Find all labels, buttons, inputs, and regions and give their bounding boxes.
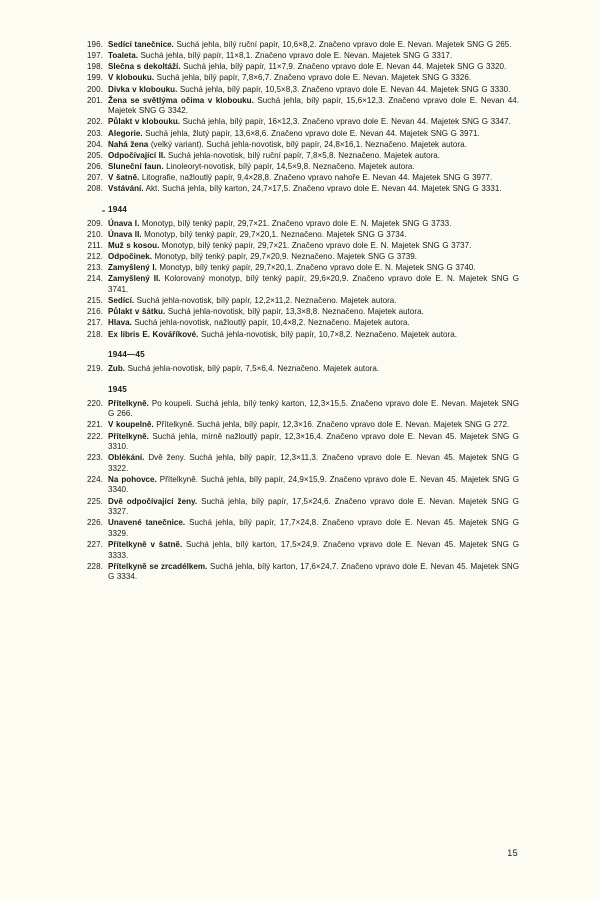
entry-description: Suchá jehla, bílý papír, 15,6×12,3. Značeno vpravo dole E. Nevan 44. Majetek SNG G 3342.	[108, 95, 519, 116]
catalogue-entry	[83, 96, 519, 117]
entry-title: Zamyšlený II.	[108, 274, 161, 284]
entry-description: Monotyp, bílý tenký papír, 29,7×21. Značeno vpravo dole E. N. Majetek SNG G 3733.	[139, 218, 452, 228]
catalogue-entry-list	[83, 40, 519, 583]
entry-text	[108, 399, 519, 420]
entry-text	[108, 330, 519, 341]
entry-number: 204.	[86, 139, 103, 149]
entry-text	[108, 318, 519, 329]
entry-description: Suchá jehla-novotisk, bílý papír, 13,3×8,8. Neznačeno. Majetek autora.	[165, 307, 424, 317]
entry-title: Přítelkyně.	[108, 398, 149, 408]
entry-number: 199.	[86, 73, 103, 83]
entry-text	[108, 420, 519, 431]
entry-number: 227.	[86, 539, 103, 549]
catalogue-entry	[83, 129, 519, 140]
catalogue-entry	[83, 230, 519, 241]
entry-title: V koupelně.	[108, 420, 154, 430]
entry-text	[108, 219, 519, 230]
catalogue-entry	[83, 51, 519, 62]
catalogue-entry	[83, 318, 519, 329]
entry-number: 203.	[86, 128, 103, 138]
entry-title: Půlakt v šátku.	[108, 307, 166, 317]
entry-text	[108, 129, 519, 140]
entry-title: Přítelkyně v šatně.	[108, 539, 183, 549]
entry-number: 206.	[86, 161, 103, 171]
entry-title: Odpočívající II.	[108, 150, 166, 160]
entry-title: Unavené tanečnice.	[108, 518, 186, 528]
entry-description: Suchá jehla, bílý papír, 17,7×24,8. Značeno vpravo dole E. Nevan 45. Majetek SNG G 3329.	[108, 518, 520, 538]
entry-title: Na pohovce.	[108, 474, 157, 484]
entry-description: Suchá jehla, bílý papír, 7,8×6,7. Značeno vpravo dole E. Nevan. Majetek SNG G 3326.	[154, 73, 472, 83]
entry-title: Oblékání.	[108, 453, 145, 463]
catalogue-entry	[83, 330, 519, 341]
catalogue-entry	[83, 518, 519, 539]
entry-title: Dvě odpočívající ženy.	[108, 496, 198, 506]
entry-number: 205.	[86, 150, 103, 160]
entry-description: Dvě ženy. Suchá jehla, bílý papír, 12,3×11,3. Značeno vpravo dole E. Nevan 45. Majetek SNG G 3322.	[108, 453, 519, 473]
entry-number: 201.	[86, 95, 103, 105]
catalogue-entry	[83, 274, 519, 295]
entry-text	[108, 274, 519, 295]
entry-number: 217.	[86, 318, 103, 328]
entry-text	[108, 263, 519, 274]
entry-number: 210.	[86, 229, 103, 239]
entry-title: Slečna s dekoltáží.	[108, 62, 181, 72]
entry-number: 228.	[86, 561, 103, 571]
entry-description: Suchá jehla, bílý karton, 17,5×24,9. Značeno vpravo dole E. Nevan 45. Majetek SNG G 3333.	[108, 539, 519, 560]
entry-number: 215.	[86, 296, 103, 306]
entry-description: Suchá jehla, mírně nažloutlý papír, 12,3×16,4. Značeno vpravo dole E. Nevan 45. Majetek SNG G 3310.	[108, 431, 519, 452]
entry-title: Půlakt v klobouku.	[108, 117, 181, 127]
catalogue-entry	[83, 307, 519, 318]
year-heading-label: 1944—45	[108, 350, 145, 360]
entry-number: 221.	[86, 420, 103, 430]
entry-title: Sedící.	[108, 296, 135, 306]
year-heading	[83, 205, 519, 214]
entry-title: Nahá žena	[108, 139, 149, 149]
entry-number: 207.	[86, 173, 103, 183]
entry-title: Zamyšlený I.	[108, 263, 157, 273]
entry-description: Kolorovaný monotyp, bílý tenký papír, 29,6×20,9. Značeno vpravo dole E. N. Majetek SNG G 3741.	[108, 274, 519, 295]
entry-number: 209.	[86, 218, 103, 228]
entry-title: Alegorie.	[108, 128, 143, 138]
entry-text	[108, 96, 519, 117]
entry-text	[108, 252, 519, 263]
entry-title: Toaleta.	[108, 51, 138, 61]
entry-number: 222.	[86, 431, 103, 441]
entry-number: 220.	[86, 398, 103, 408]
page-number: 15	[507, 848, 518, 858]
year-heading-label: 1945	[108, 384, 128, 394]
entry-number: 200.	[86, 84, 103, 94]
catalogue-entry	[83, 85, 519, 96]
entry-text	[108, 562, 519, 583]
entry-number: 214.	[86, 274, 103, 284]
entry-title: Sedící tanečnice.	[108, 40, 174, 49]
catalogue-entry	[83, 453, 519, 474]
entry-number: 196.	[86, 40, 103, 49]
catalogue-entry	[83, 497, 519, 518]
entry-description: Suchá jehla, bílý papír, 16×12,3. Značeno vpravo dole E. Nevan 44. Majetek SNG G 3347.	[180, 117, 511, 127]
entry-description: Suchá jehla, bílý papír, 10,5×8,3. Značeno vpravo dole E. Nevan 44. Majetek SNG G 3330.	[177, 84, 511, 94]
entry-title: Zub.	[108, 364, 126, 374]
entry-description: Suchá jehla-novotisk, bílý papír, 7,5×6,4. Neznačeno. Majetek autora.	[125, 364, 380, 374]
entry-number: 202.	[86, 117, 103, 127]
entry-text	[108, 296, 519, 307]
entry-description: Suchá jehla, bílý karton, 17,6×24,7. Značeno vpravo dole E. Nevan 45. Majetek SNG G 3334.	[108, 561, 520, 582]
entry-description: Suchá jehla-novotisk, bílý papír, 10,7×8,2. Neznačeno. Majetek autora.	[198, 329, 457, 339]
entry-title: Dívka v klobouku.	[108, 84, 178, 94]
entry-title: Ex libris E. Kováříkové.	[108, 329, 199, 339]
entry-text	[108, 85, 519, 96]
year-heading	[83, 385, 519, 394]
entry-title: V šatně.	[108, 173, 140, 183]
entry-title: Přítelkyně se zrcadélkem.	[108, 561, 208, 571]
entry-title: Hlava.	[108, 318, 132, 328]
catalogue-entry	[83, 184, 519, 195]
entry-text	[108, 518, 519, 539]
entry-title: Odpočinek.	[108, 252, 153, 262]
entry-title: Muž s kosou.	[108, 241, 160, 251]
catalogue-entry	[83, 399, 519, 420]
entry-text	[108, 117, 519, 128]
entry-description: Linoleoryt-novotisk, bílý papír, 14,5×9,8. Neznačeno. Majetek autora.	[163, 161, 415, 171]
ink-speck-icon	[102, 210, 105, 212]
catalogue-entry	[83, 173, 519, 184]
entry-text	[108, 475, 519, 496]
entry-description: Přítelkyně. Suchá jehla, bílý papír, 24,9×15,9. Značeno vpravo dole E. Nevan 45. Majetek SNG G 3340.	[108, 474, 519, 495]
catalogue-entry	[83, 263, 519, 274]
entry-description: Suchá jehla-novotisk, bílý ruční papír, 7,8×5,8. Neznačeno. Majetek autora.	[165, 150, 441, 160]
entry-number: 213.	[86, 263, 103, 273]
entry-number: 208.	[86, 184, 103, 194]
entry-title: Vstávání.	[108, 184, 144, 194]
catalogue-entry	[83, 62, 519, 73]
catalogue-entry	[83, 241, 519, 252]
entry-description: Litografie, nažloutlý papír, 9,4×28,8. Značeno vpravo nahoře E. Nevan 44. Majetek SNG G 3977.	[139, 173, 493, 183]
year-heading-label: 1944	[108, 204, 128, 214]
catalogue-entry	[83, 117, 519, 128]
entry-text	[108, 540, 519, 561]
catalogue-entry	[83, 40, 519, 51]
entry-text	[108, 151, 519, 162]
entry-description: Monotyp, bílý tenký papír, 29,7×20,9. Neznačeno. Majetek SNG G 3739.	[152, 252, 417, 262]
catalogue-entry	[83, 162, 519, 173]
entry-number: 211.	[87, 241, 103, 251]
entry-number: 216.	[86, 307, 103, 317]
entry-text	[108, 73, 519, 84]
entry-description: Suchá jehla, bílý papír, 11×7,9. Značeno vpravo dole E. Nevan 44. Majetek SNG G 3320.	[180, 62, 507, 72]
year-heading	[83, 350, 519, 359]
entry-title: V klobouku.	[108, 73, 155, 83]
entry-number: 218.	[86, 329, 103, 339]
entry-text	[108, 453, 519, 474]
entry-description: Suchá jehla-novotisk, nažloutlý papír, 10,4×8,2. Neznačeno. Majetek autora.	[131, 318, 410, 328]
entry-number: 223.	[86, 453, 103, 463]
entry-number: 219.	[86, 364, 103, 374]
entry-text	[108, 62, 519, 73]
entry-text	[108, 140, 519, 151]
entry-number: 197.	[86, 51, 103, 61]
entry-number: 225.	[86, 496, 103, 506]
entry-description: Akt. Suchá jehla, bílý karton, 24,7×17,5. Značeno vpravo dole E. Nevan 44. Majetek SNG G 3331.	[143, 184, 502, 194]
catalogue-entry	[83, 151, 519, 162]
entry-text	[108, 184, 519, 195]
catalogue-entry	[83, 540, 519, 561]
entry-text	[108, 432, 519, 453]
catalogue-entry	[83, 140, 519, 151]
entry-text	[108, 230, 519, 241]
entry-description: Po koupeli. Suchá jehla, bílý tenký karton, 12,3×15,5. Značeno vpravo dole E. Nevan. Majetek SNG G 266.	[108, 398, 519, 419]
catalogue-entry	[83, 432, 519, 453]
entry-text	[108, 40, 519, 51]
catalogue-entry	[83, 562, 519, 583]
catalogue-entry	[83, 420, 519, 431]
entry-number: 212.	[86, 252, 103, 262]
entry-text	[108, 162, 519, 173]
catalogue-entry	[83, 296, 519, 307]
entry-text	[108, 364, 519, 375]
entry-title: Žena se světlýma očima v klobouku.	[108, 95, 254, 105]
catalogue-entry	[83, 252, 519, 263]
entry-number: 226.	[86, 518, 103, 528]
catalogue-entry	[83, 364, 519, 375]
entry-title: Sluneční faun.	[108, 161, 164, 171]
entry-text	[108, 241, 519, 252]
catalogue-entry	[83, 219, 519, 230]
entry-description: Suchá jehla, bílý papír, 17,5×24,6. Značeno vpravo dole E. Nevan. Majetek SNG G 3327.	[108, 496, 520, 517]
entry-description: Suchá jehla, bílý ruční papír, 10,6×8,2. Značeno vpravo dole E. Nevan. Majetek SNG G 265.	[173, 40, 512, 49]
entry-description: (velký variant). Suchá jehla-novotisk, bílý papír, 24,8×16,1. Neznačeno. Majetek autora.	[148, 139, 467, 149]
entry-description: Suchá jehla, žlutý papír, 13,6×8,6. Značeno vpravo dole E. Nevan 44. Majetek SNG G 3971.	[142, 128, 480, 138]
catalogue-entry	[83, 73, 519, 84]
entry-text	[108, 173, 519, 184]
entry-description: Přítelkyně. Suchá jehla, bílý papír, 12,3×16. Značeno vpravo dole E. Nevan. Majetek SNG G 272.	[153, 420, 510, 430]
entry-title: Únava I.	[108, 218, 140, 228]
entry-title: Únava II.	[108, 229, 142, 239]
entry-number: 224.	[86, 474, 103, 484]
entry-description: Monotyp, bílý tenký papír, 29,7×21. Značeno vpravo dole E. N. Majetek SNG G 3737.	[159, 241, 472, 251]
catalogue-entry	[83, 475, 519, 496]
entry-text	[108, 51, 519, 62]
entry-text	[108, 497, 519, 518]
entry-description: Monotyp, bílý tenký papír, 29,7×20,1. Značeno vpravo dole E. N. Majetek SNG G 3740.	[156, 263, 476, 273]
entry-description: Suchá jehla, bílý papír, 11×8,1. Značeno vpravo dole E. Nevan. Majetek SNG G 3317.	[137, 51, 453, 61]
entry-description: Suchá jehla-novotisk, bílý papír, 12,2×11,2. Neznačeno. Majetek autora.	[134, 296, 397, 306]
entry-description: Monotyp, bílý tenký papír, 29,7×20,1. Neznačeno. Majetek SNG G 3734.	[141, 229, 407, 239]
entry-number: 198.	[86, 62, 103, 72]
entry-text	[108, 307, 519, 318]
entry-title: Přítelkyně.	[108, 431, 149, 441]
